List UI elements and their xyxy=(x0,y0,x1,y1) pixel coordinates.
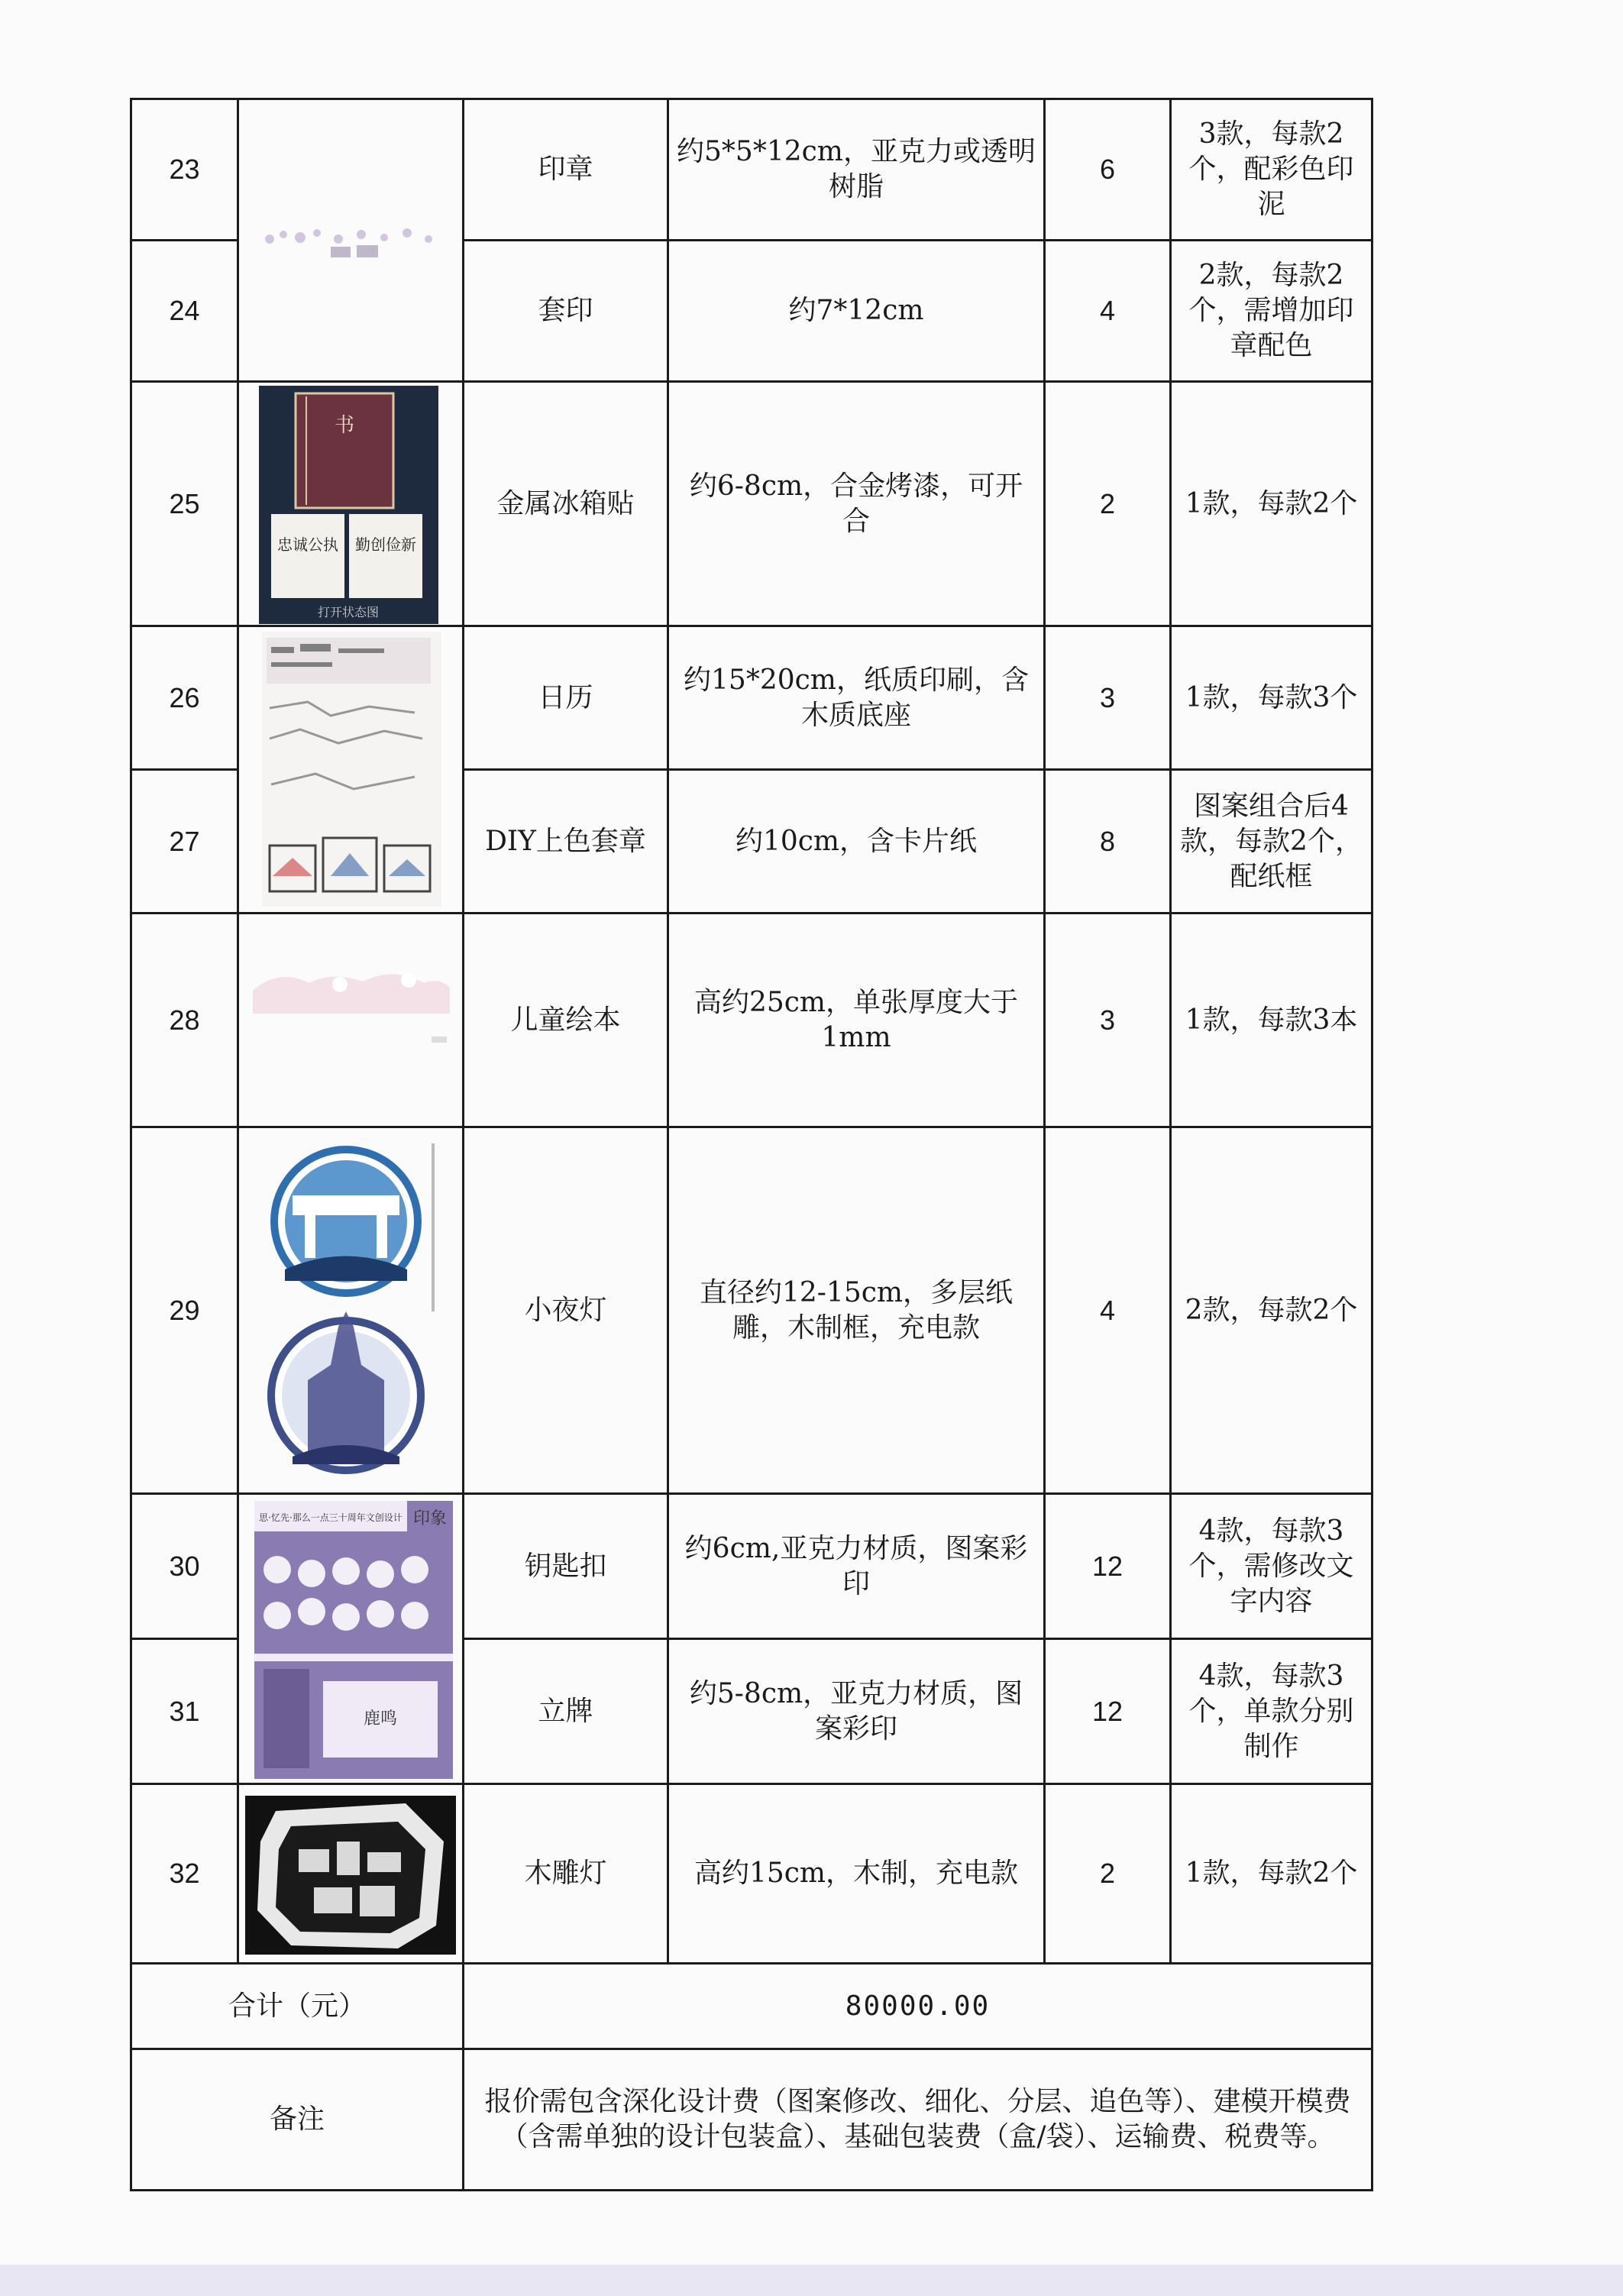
magnet-right-text: 勤创俭新 xyxy=(355,535,416,554)
item-qty: 4 xyxy=(1045,1127,1171,1494)
note-row xyxy=(131,2049,1372,2191)
item-spec: 约7*12cm xyxy=(668,241,1045,382)
item-remark: 1款，每款3本 xyxy=(1171,914,1372,1127)
item-qty: 8 xyxy=(1045,770,1171,914)
wood-lamp-image xyxy=(245,1796,456,1955)
item-spec: 直径约12-15cm，多层纸雕，木制框，充电款 xyxy=(668,1127,1045,1494)
item-name: 金属冰箱贴 xyxy=(464,382,668,626)
item-name: 小夜灯 xyxy=(464,1127,668,1494)
product-image-cell xyxy=(238,914,464,1127)
item-name: 钥匙扣 xyxy=(464,1494,668,1639)
row-number: 26 xyxy=(131,626,238,770)
total-label: 合计（元） xyxy=(131,1964,464,2049)
table-row xyxy=(131,1784,1372,1964)
keychain-title-text: 思·忆先·那么一点三十周年文创设计 xyxy=(259,1512,403,1523)
total-row xyxy=(131,1964,1372,2049)
note-label: 备注 xyxy=(131,2049,464,2191)
table-row xyxy=(131,382,1372,626)
item-remark: 1款，每款2个 xyxy=(1171,382,1372,626)
item-qty: 4 xyxy=(1045,241,1171,382)
item-spec: 约10cm，含卡片纸 xyxy=(668,770,1045,914)
row-number: 24 xyxy=(131,241,238,382)
product-image-cell xyxy=(238,626,464,914)
item-spec: 约5*5*12cm，亚克力或透明树脂 xyxy=(668,99,1045,241)
quote-table xyxy=(130,98,1373,2191)
item-remark: 1款，每款2个 xyxy=(1171,1784,1372,1964)
row-number: 29 xyxy=(131,1127,238,1494)
keychain-sign-text: 鹿鸣 xyxy=(363,1709,398,1728)
product-image-cell xyxy=(238,99,464,382)
item-name: 套印 xyxy=(464,241,668,382)
item-remark: 4款，每款3个，需修改文字内容 xyxy=(1171,1494,1372,1639)
item-spec: 高约15cm，木制，充电款 xyxy=(668,1784,1045,1964)
item-qty: 3 xyxy=(1045,914,1171,1127)
item-remark: 2款，每款2个 xyxy=(1171,1127,1372,1494)
item-spec: 约15*20cm，纸质印刷，含木质底座 xyxy=(668,626,1045,770)
product-image-cell xyxy=(238,1784,464,1964)
item-name: DIY上色套章 xyxy=(464,770,668,914)
total-value: 80000.00 xyxy=(464,1964,1372,2049)
note-text: 报价需包含深化设计费（图案修改、细化、分层、追色等）、建模开模费（含需单独的设计包装盒）、基础包装费（盒/袋）、运输费、税费等。 xyxy=(464,2049,1372,2191)
row-number: 30 xyxy=(131,1494,238,1639)
item-qty: 6 xyxy=(1045,99,1171,241)
table-row xyxy=(131,626,1372,770)
night-light-image xyxy=(262,1136,445,1487)
item-spec: 高约25cm，单张厚度大于1mm xyxy=(668,914,1045,1127)
item-spec: 约6-8cm，合金烤漆，可开合 xyxy=(668,382,1045,626)
item-qty: 12 xyxy=(1045,1639,1171,1784)
row-number: 32 xyxy=(131,1784,238,1964)
item-remark: 4款，每款3个，单款分别制作 xyxy=(1171,1639,1372,1784)
item-name: 立牌 xyxy=(464,1639,668,1784)
table-row xyxy=(131,99,1372,241)
magnet-caption: 打开状态图 xyxy=(317,605,380,619)
item-qty: 2 xyxy=(1045,382,1171,626)
table-row xyxy=(131,1494,1372,1639)
item-qty: 12 xyxy=(1045,1494,1171,1639)
product-image-cell xyxy=(238,1494,464,1784)
page-bottom-edge xyxy=(0,2265,1623,2296)
item-spec: 约5-8cm，亚克力材质，图案彩印 xyxy=(668,1639,1045,1784)
item-qty: 3 xyxy=(1045,626,1171,770)
row-number: 23 xyxy=(131,99,238,241)
magnet-left-text: 忠诚公执 xyxy=(277,535,338,554)
row-number: 25 xyxy=(131,382,238,626)
seal-product-image xyxy=(247,123,457,367)
row-number: 31 xyxy=(131,1639,238,1784)
table-row xyxy=(131,914,1372,1127)
fridge-magnet-image xyxy=(259,386,438,624)
calendar-stamp-image xyxy=(262,632,441,907)
item-remark: 3款，每款2个，配彩色印泥 xyxy=(1171,99,1372,241)
row-number: 28 xyxy=(131,914,238,1127)
keychain-standee-image xyxy=(254,1501,453,1779)
product-image-cell xyxy=(238,1127,464,1494)
item-name: 木雕灯 xyxy=(464,1784,668,1964)
product-image-cell xyxy=(238,382,464,626)
item-name: 儿童绘本 xyxy=(464,914,668,1127)
magnet-top-text: 书 xyxy=(334,414,355,437)
item-name: 日历 xyxy=(464,626,668,770)
item-remark: 2款，每款2个，需增加印章配色 xyxy=(1171,241,1372,382)
keychain-side-text: 印象 xyxy=(412,1509,448,1528)
item-name: 印章 xyxy=(464,99,668,241)
item-remark: 1款，每款3个 xyxy=(1171,626,1372,770)
table-row xyxy=(131,1127,1372,1494)
picture-book-image xyxy=(248,960,454,1082)
item-remark: 图案组合后4款，每款2个，配纸框 xyxy=(1171,770,1372,914)
item-qty: 2 xyxy=(1045,1784,1171,1964)
item-spec: 约6cm,亚克力材质，图案彩印 xyxy=(668,1494,1045,1639)
row-number: 27 xyxy=(131,770,238,914)
